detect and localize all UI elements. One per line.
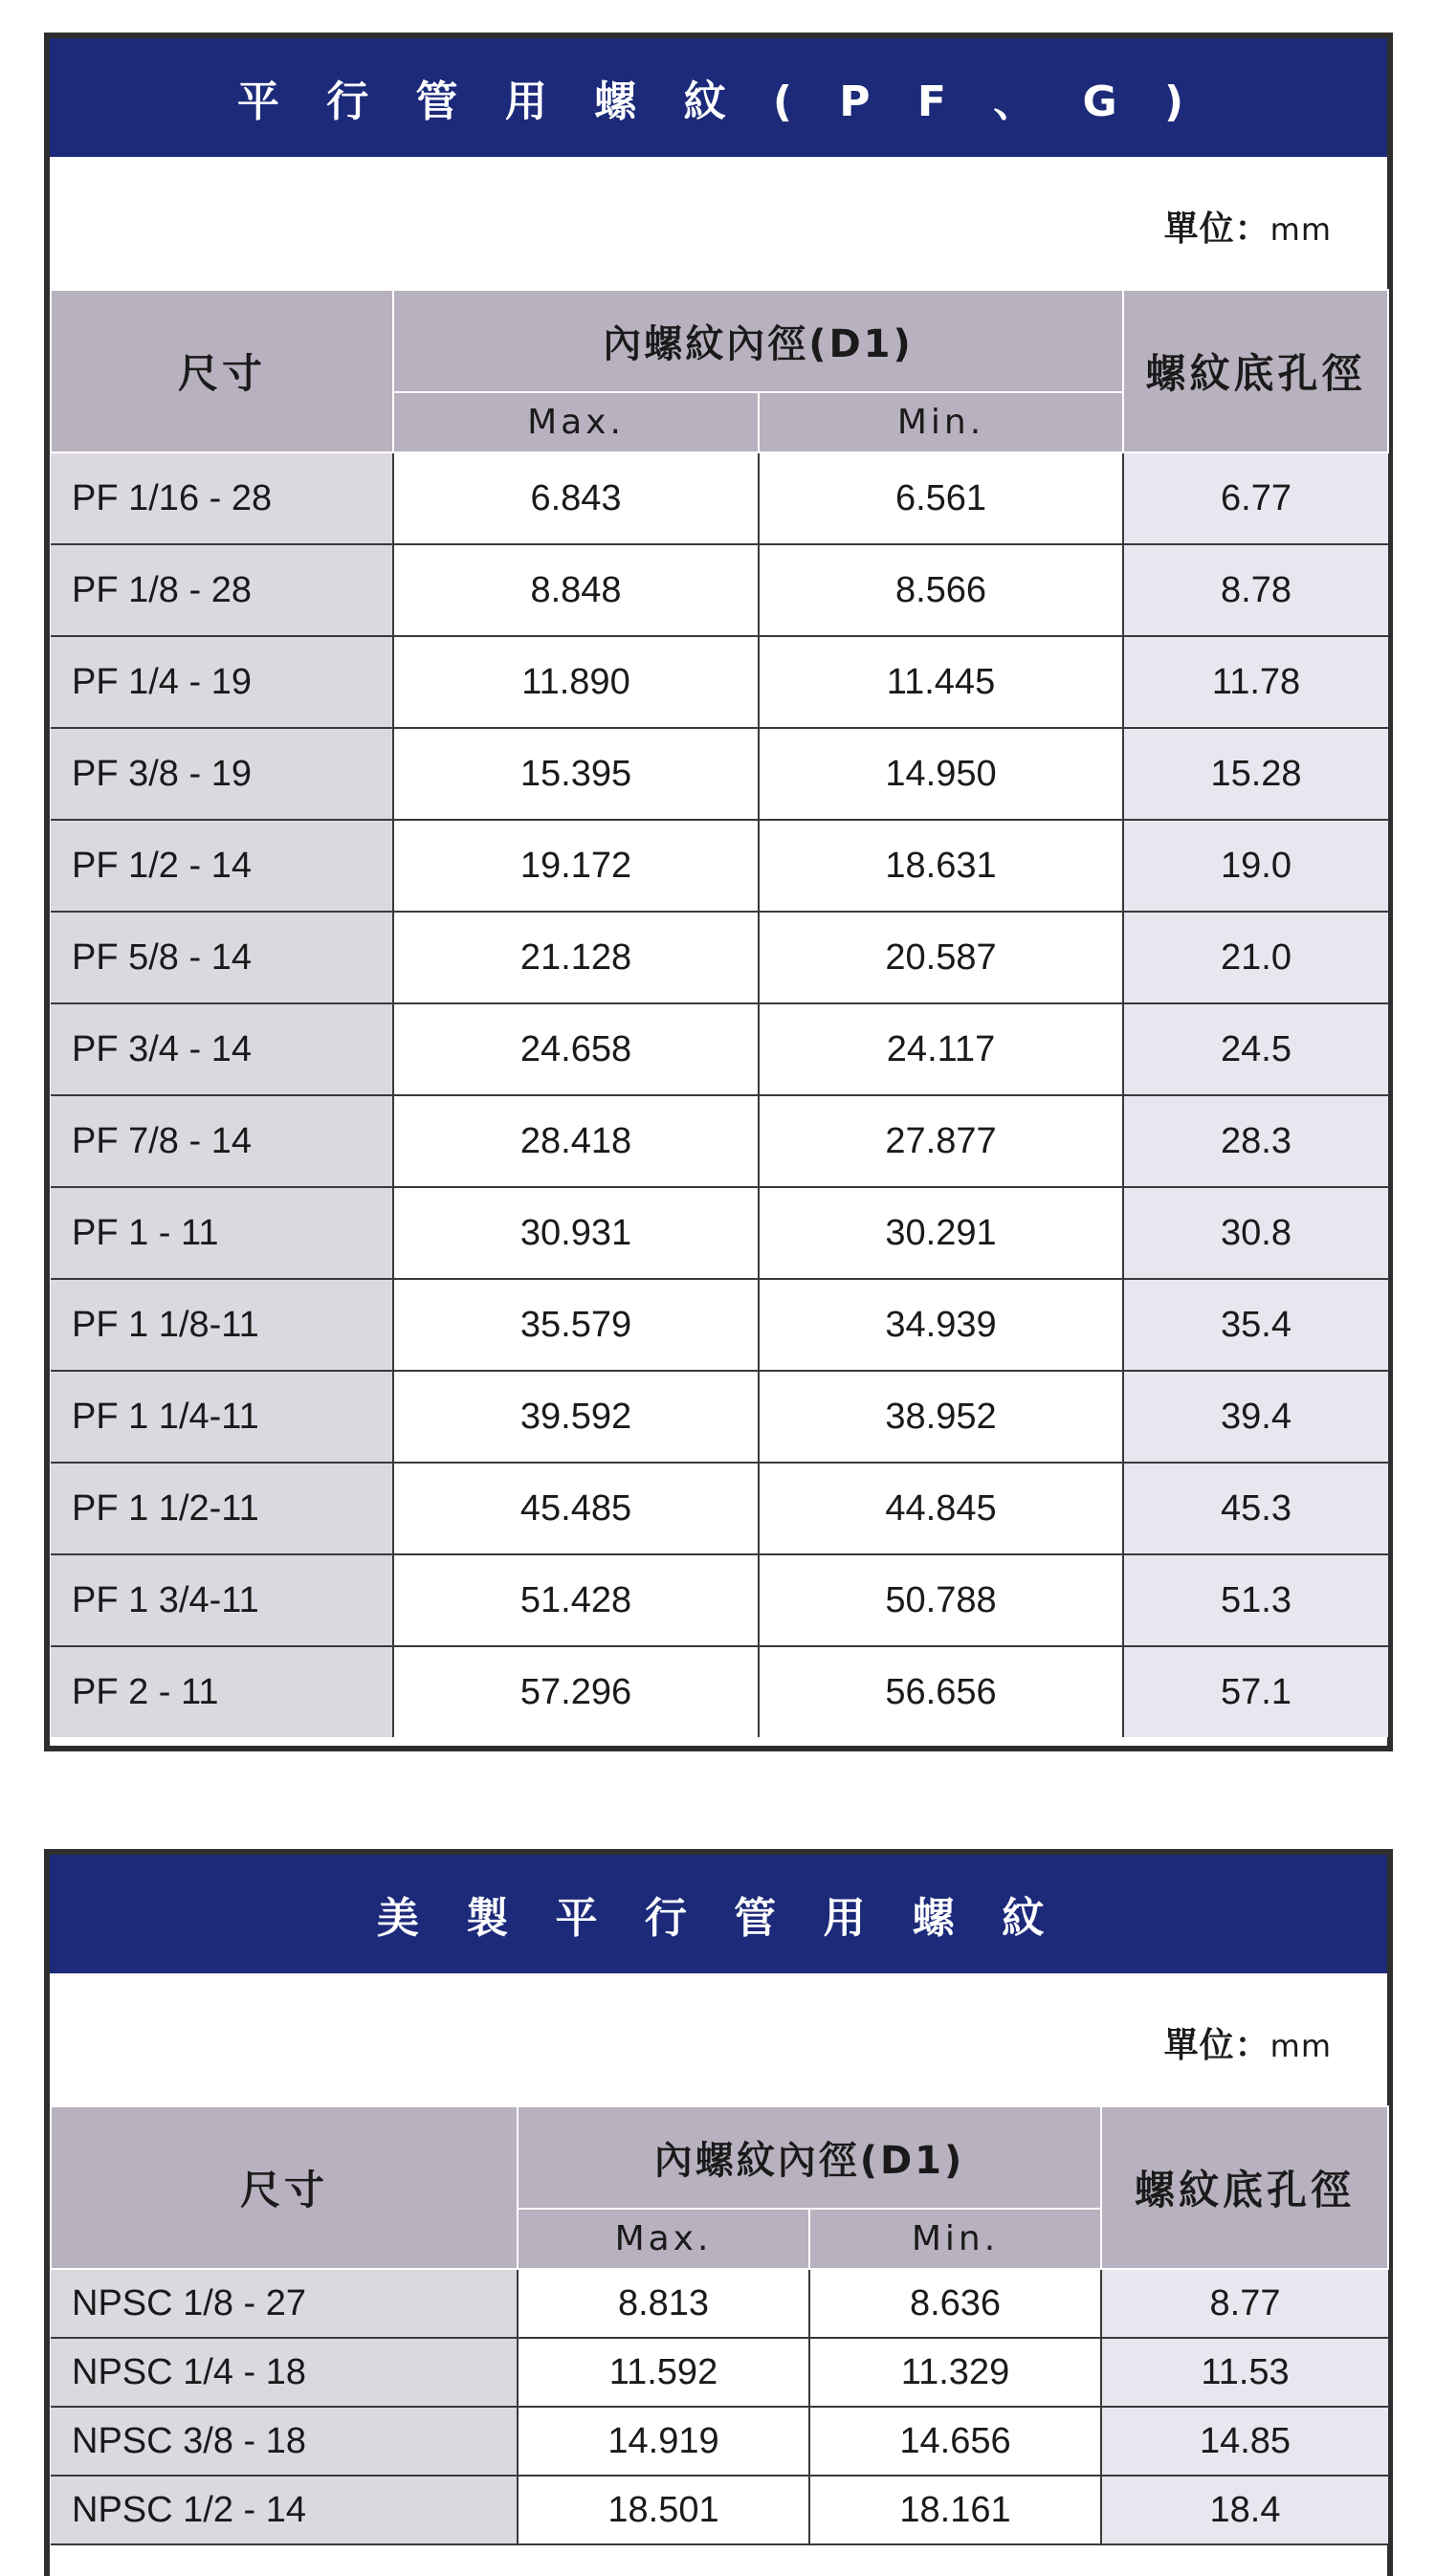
tap-hole-cell: 57.1	[1123, 1646, 1388, 1737]
table-row	[51, 1463, 1388, 1554]
table-row	[51, 2407, 1388, 2476]
min-cell: 18.161	[809, 2476, 1101, 2544]
tap-hole-cell: 8.77	[1101, 2269, 1388, 2338]
table-row	[51, 1554, 1388, 1646]
min-cell: 18.631	[759, 820, 1123, 912]
max-cell: 39.592	[393, 1371, 759, 1463]
min-cell: 14.656	[809, 2407, 1101, 2476]
npsc-thread-panel	[44, 1849, 1393, 2576]
size-cell: PF 1/2 - 14	[51, 820, 393, 912]
max-cell: 35.579	[393, 1279, 759, 1371]
header-tap-hole: 螺紋底孔徑	[1101, 2106, 1388, 2269]
unit-label: 單位：	[1163, 2026, 1270, 2065]
max-cell: 8.848	[393, 544, 759, 636]
table-row	[51, 544, 1388, 636]
unit-label: 單位：	[1163, 209, 1270, 249]
min-cell: 56.656	[759, 1646, 1123, 1737]
size-cell: NPSC 1/2 - 14	[51, 2476, 518, 2544]
pf-thread-table	[50, 289, 1389, 1737]
min-cell: 30.291	[759, 1187, 1123, 1279]
table-row	[51, 636, 1388, 728]
tap-hole-cell: 28.3	[1123, 1095, 1388, 1187]
max-cell: 57.296	[393, 1646, 759, 1737]
tap-hole-cell: 21.0	[1123, 912, 1388, 1003]
tap-hole-cell: 19.0	[1123, 820, 1388, 912]
min-cell: 44.845	[759, 1463, 1123, 1554]
tap-hole-cell: 45.3	[1123, 1463, 1388, 1554]
size-cell: PF 1 3/4-11	[51, 1554, 393, 1646]
panel-title: 美 製 平 行 管 用 螺 紋	[50, 1855, 1387, 1973]
tap-hole-cell: 35.4	[1123, 1279, 1388, 1371]
size-cell: NPSC 1/4 - 18	[51, 2338, 518, 2407]
header-min: Min.	[759, 392, 1123, 452]
max-cell: 19.172	[393, 820, 759, 912]
table-row	[51, 728, 1388, 820]
max-cell: 30.931	[393, 1187, 759, 1279]
max-cell: 18.501	[518, 2476, 809, 2544]
tap-hole-cell: 11.53	[1101, 2338, 1388, 2407]
table-row	[51, 2269, 1388, 2338]
min-cell: 50.788	[759, 1554, 1123, 1646]
unit-note	[50, 157, 1387, 289]
min-cell: 20.587	[759, 912, 1123, 1003]
min-cell: 6.561	[759, 452, 1123, 544]
size-cell: PF 1 1/8-11	[51, 1279, 393, 1371]
table-row	[51, 452, 1388, 544]
max-cell: 51.428	[393, 1554, 759, 1646]
size-cell: PF 1/4 - 19	[51, 636, 393, 728]
unit-value: mm	[1269, 211, 1332, 248]
size-cell: PF 3/4 - 14	[51, 1003, 393, 1095]
min-cell: 14.950	[759, 728, 1123, 820]
min-cell: 8.636	[809, 2269, 1101, 2338]
tap-hole-cell: 15.28	[1123, 728, 1388, 820]
table-row	[51, 1187, 1388, 1279]
min-cell: 11.329	[809, 2338, 1101, 2407]
table-row	[51, 2476, 1388, 2544]
size-cell: PF 1 - 11	[51, 1187, 393, 1279]
tap-hole-cell: 18.4	[1101, 2476, 1388, 2544]
tap-hole-cell: 14.85	[1101, 2407, 1388, 2476]
max-cell: 6.843	[393, 452, 759, 544]
tap-hole-cell: 39.4	[1123, 1371, 1388, 1463]
tap-hole-cell: 6.77	[1123, 452, 1388, 544]
table-row	[51, 1095, 1388, 1187]
size-cell: PF 2 - 11	[51, 1646, 393, 1737]
min-cell: 38.952	[759, 1371, 1123, 1463]
size-cell: PF 1/16 - 28	[51, 452, 393, 544]
table-row	[51, 1646, 1388, 1737]
unit-note	[50, 1973, 1387, 2105]
min-cell: 11.445	[759, 636, 1123, 728]
min-cell: 34.939	[759, 1279, 1123, 1371]
tap-hole-cell: 30.8	[1123, 1187, 1388, 1279]
size-cell: PF 5/8 - 14	[51, 912, 393, 1003]
max-cell: 45.485	[393, 1463, 759, 1554]
size-cell: PF 1 1/4-11	[51, 1371, 393, 1463]
max-cell: 21.128	[393, 912, 759, 1003]
table-row	[51, 1371, 1388, 1463]
max-cell: 14.919	[518, 2407, 809, 2476]
tap-hole-cell: 8.78	[1123, 544, 1388, 636]
size-cell: PF 3/8 - 19	[51, 728, 393, 820]
max-cell: 24.658	[393, 1003, 759, 1095]
min-cell: 27.877	[759, 1095, 1123, 1187]
header-size: 尺寸	[51, 2106, 518, 2269]
tap-hole-cell: 11.78	[1123, 636, 1388, 728]
header-size: 尺寸	[51, 290, 393, 452]
size-cell: NPSC 1/8 - 27	[51, 2269, 518, 2338]
table-row	[51, 1279, 1388, 1371]
header-max: Max.	[393, 392, 759, 452]
max-cell: 11.890	[393, 636, 759, 728]
size-cell: PF 7/8 - 14	[51, 1095, 393, 1187]
table-row	[51, 1003, 1388, 1095]
min-cell: 24.117	[759, 1003, 1123, 1095]
table-row	[51, 820, 1388, 912]
size-cell: NPSC 3/8 - 18	[51, 2407, 518, 2476]
table-row	[51, 912, 1388, 1003]
header-inner-diameter: 內螺紋內徑(D1)	[393, 290, 1123, 392]
panel-title: 平 行 管 用 螺 紋 ( P F 、 G )	[50, 38, 1387, 157]
max-cell: 15.395	[393, 728, 759, 820]
unit-value: mm	[1269, 2028, 1332, 2064]
tap-hole-cell: 24.5	[1123, 1003, 1388, 1095]
header-min: Min.	[809, 2209, 1101, 2269]
max-cell: 11.592	[518, 2338, 809, 2407]
size-cell: PF 1 1/2-11	[51, 1463, 393, 1554]
npsc-thread-table	[50, 2105, 1389, 2545]
pf-thread-panel	[44, 33, 1393, 1751]
min-cell: 8.566	[759, 544, 1123, 636]
header-tap-hole: 螺紋底孔徑	[1123, 290, 1388, 452]
max-cell: 28.418	[393, 1095, 759, 1187]
header-inner-diameter: 內螺紋內徑(D1)	[518, 2106, 1101, 2209]
tap-hole-cell: 51.3	[1123, 1554, 1388, 1646]
max-cell: 8.813	[518, 2269, 809, 2338]
size-cell: PF 1/8 - 28	[51, 544, 393, 636]
header-max: Max.	[518, 2209, 809, 2269]
table-row	[51, 2338, 1388, 2407]
